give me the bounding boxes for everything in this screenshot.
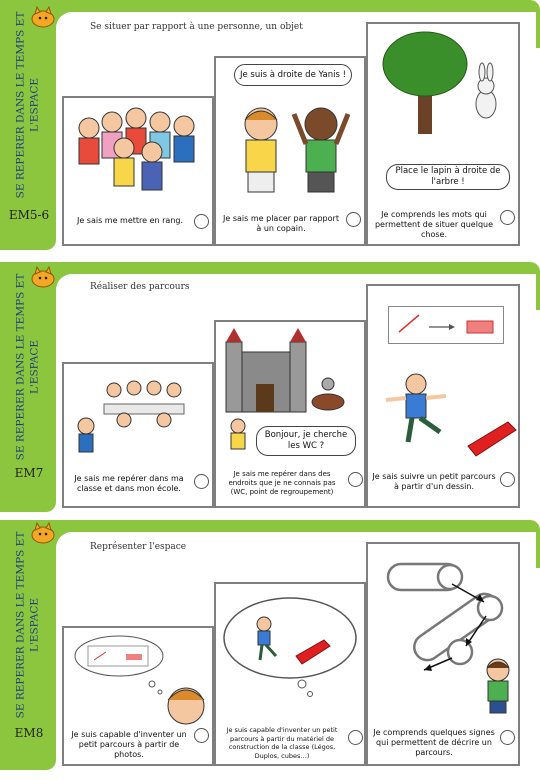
label-classe: Je sais me repérer dans ma classe et dans mon école. <box>74 474 184 493</box>
check-circle-signes[interactable] <box>500 730 515 745</box>
speech-bubble-lapin: Place le lapin à droite de l'arbre ! <box>386 164 510 190</box>
label-photos: Je suis capable d'inventer un petit parcours à partir de photos. <box>71 730 187 759</box>
vertical-title-line2: L'ESPACE <box>28 597 41 653</box>
speech-bubble-yanis: Je suis à droite de Yanis ! <box>234 64 352 86</box>
speech-bubble-wc: Bonjour, je cherche les WC ? <box>256 426 356 456</box>
label-materiel: Je suis capable d'inventer un petit parcours à partir du matériel de construction de la classe (Légos, Duplos, cubes…) <box>226 726 338 760</box>
label-mots: Je comprends les mots qui permettent de situer quelque chose. <box>374 210 494 239</box>
check-circle-endroits[interactable] <box>348 472 363 487</box>
check-circle-photos[interactable] <box>194 728 209 743</box>
card-endroits <box>214 320 366 508</box>
card-photos <box>62 626 214 766</box>
section-heading: Se situer par rapport à une personne, un objet <box>90 22 303 32</box>
card-rang <box>62 96 214 246</box>
section-em8 <box>0 520 540 770</box>
check-circle-materiel[interactable] <box>348 730 363 745</box>
vertical-title-line2: L'ESPACE <box>28 77 41 133</box>
child-illustration <box>226 418 250 458</box>
vertical-title <box>2 530 52 720</box>
label-signes: Je comprends quelques signes qui permettent de décrire un parcours. <box>373 728 495 757</box>
vertical-title <box>2 10 52 200</box>
vertical-title-line1: SE REPERER DANS LE TEMPS ET <box>14 531 27 719</box>
section-em7 <box>0 262 540 512</box>
label-endroits: Je sais me repérer dans des endroits que je ne connais pas (WC, point de regroupement) <box>228 470 336 496</box>
parcours-drawing <box>389 307 501 341</box>
section-code: EM5-6 <box>8 208 50 222</box>
card-signes <box>366 542 520 766</box>
label-copain: Je sais me placer par rapport à un copain. <box>223 214 339 233</box>
thinking-cloud-blocks-illustration <box>216 584 363 704</box>
check-circle-classe[interactable] <box>194 474 209 489</box>
classroom-illustration <box>64 364 211 464</box>
label-parcours: Je sais suivre un petit parcours à partir d'un dessin. <box>372 472 496 491</box>
section-code: EM8 <box>14 726 44 740</box>
card-materiel <box>214 582 366 766</box>
check-circle-rang[interactable] <box>194 214 209 229</box>
check-circle-mots[interactable] <box>500 210 515 225</box>
children-group-illustration <box>64 98 211 198</box>
vertical-title-line1: SE REPERER DANS LE TEMPS ET <box>14 273 27 461</box>
section-heading: Réaliser des parcours <box>90 282 190 292</box>
check-circle-copain[interactable] <box>346 212 361 227</box>
boy-illustration <box>478 656 518 716</box>
section-em5-6 <box>0 0 540 250</box>
check-circle-parcours[interactable] <box>500 472 515 487</box>
vertical-title-line1: SE REPERER DANS LE TEMPS ET <box>14 11 27 199</box>
thinking-child-photos-illustration <box>64 628 211 728</box>
card-classe <box>62 362 214 508</box>
card-copain <box>214 56 366 246</box>
label-rang: Je sais me mettre en rang. <box>76 216 184 225</box>
vertical-title-line2: L'ESPACE <box>28 339 41 395</box>
tree-rabbit-illustration <box>368 24 518 144</box>
card-mots <box>366 22 520 246</box>
section-heading: Représenter l'espace <box>90 542 187 552</box>
two-boys-illustration <box>216 94 363 204</box>
vertical-title <box>2 272 52 462</box>
card-parcours <box>366 284 520 508</box>
section-code: EM7 <box>14 466 44 480</box>
castle-illustration <box>216 322 363 422</box>
parcours-drawing-frame <box>388 306 504 344</box>
child-balance-illustration <box>368 366 518 466</box>
